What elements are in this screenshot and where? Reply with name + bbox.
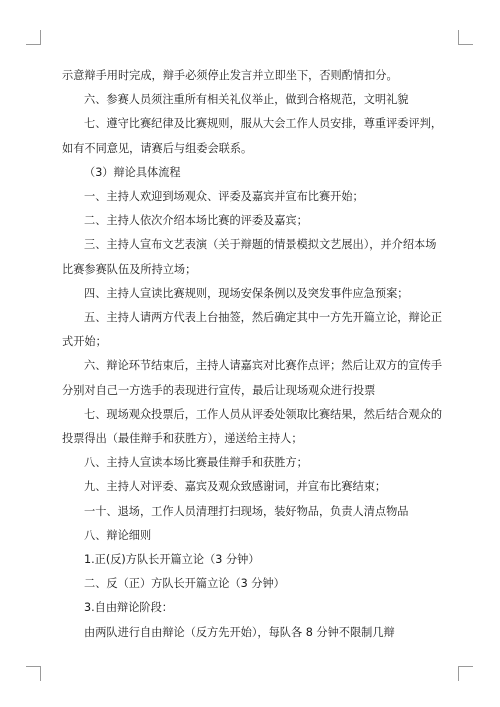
paragraph: 九、主持人对评委、嘉宾及观众致感谢词，并宣布比赛结束； <box>84 480 387 494</box>
paragraph: 三、主持人宣布文艺表演（关于辩题的情景模拟文艺展出），并介绍本场比赛参赛队伍及所持立场； <box>62 238 437 276</box>
paragraph: 六、参赛人员须注重所有相关礼仪举止，做到合格规范，文明礼貌 <box>84 93 409 107</box>
paragraph: 五、主持人请两方代表上台抽签，然后确定其中一方先开篇立论，辩论正式开始； <box>62 311 443 349</box>
paragraph: 示意辩手用时完成，辩手必须停止发言并立即坐下，否则酌情扣分。 <box>62 69 398 82</box>
section-heading: （3）辩论具体流程 <box>84 165 181 179</box>
crop-mark-top-left <box>26 30 41 45</box>
crop-mark-top-right <box>458 30 473 45</box>
paragraph: 一十、退场，工作人员清理打扫现场，装好物品，负责人清点物品 <box>84 504 409 518</box>
paragraph: 一、主持人欢迎到场观众、评委及嘉宾并宣布比赛开始； <box>84 190 364 204</box>
paragraph: 七、遵守比赛纪律及比赛规则，服从大会工作人员安排，尊重评委评判，如有不同意见，请赛后与组委会联系。 <box>62 117 443 155</box>
paragraph: 二、主持人依次介绍本场比赛的评委及嘉宾； <box>84 214 308 228</box>
paragraph: 二、反（正）方队长开篇立论（3 分钟） <box>84 577 285 591</box>
section-heading: 八、辩论细则 <box>84 528 152 542</box>
paragraph: 3.自由辩论阶段： <box>84 601 173 615</box>
paragraph: 四、主持人宣读比赛规则，现场安保条例以及突发事件应急预案； <box>84 286 409 300</box>
document-body <box>62 64 442 645</box>
crop-mark-bottom-left <box>26 666 41 681</box>
paragraph: 八、主持人宣读本场比赛最佳辩手和获胜方； <box>84 456 308 470</box>
crop-mark-bottom-right <box>458 666 473 681</box>
paragraph: 七、现场观众投票后，工作人员从评委处领取比赛结果，然后结合观众的投票得出（最佳辩手和获胜方），递送给主持人； <box>62 407 443 446</box>
paragraph: 1.正(反)方队长开篇立论（3 分钟） <box>84 553 260 567</box>
paragraph: 由两队进行自由辩论（反方先开始），每队各 8 分钟不限制几辩 <box>84 625 395 639</box>
paragraph: 六、辩论环节结束后，主持人请嘉宾对比赛作点评；然后让双方的宣传手分别对自己一方选手的表现进行宣传，最后让现场观众进行投票 <box>62 359 443 397</box>
